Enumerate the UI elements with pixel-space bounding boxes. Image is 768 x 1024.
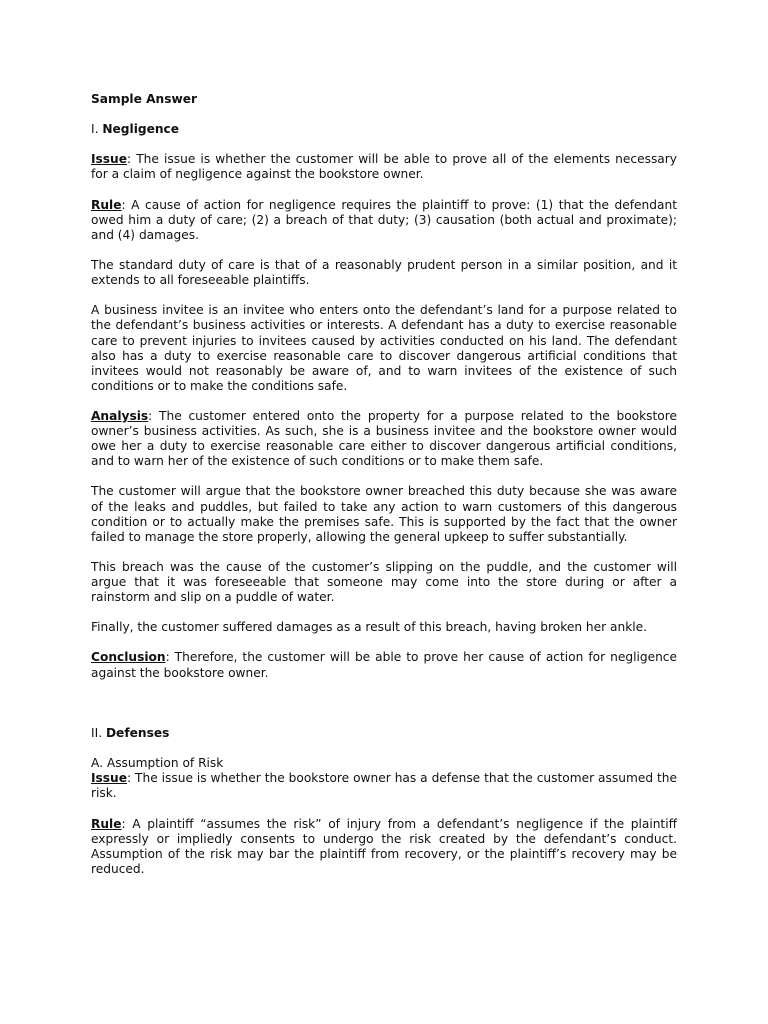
standard-duty-paragraph: The standard duty of care is that of a reasonably prudent person in a similar position, and it extends to all foreseeable plaintiffs. — [91, 258, 677, 288]
section-heading-defenses — [91, 726, 677, 741]
rule-label: Rule — [91, 816, 122, 831]
document-title — [91, 92, 677, 107]
negligence-issue-paragraph — [91, 152, 677, 182]
analysis-text: : The customer entered onto the property for a purpose related to the bookstore owner’s business activities. As such, she is a business invitee and the bookstore owner would owe her a duty to exercise reasonable care either to discover dangerous artificial conditions, and to warn her of the existence of such conditions or to make them safe. — [91, 408, 677, 469]
causation-paragraph: This breach was the cause of the customer’s slipping on the puddle, and the customer will argue that it was foreseeable that someone may come into the store during or after a rainstorm and slip on a puddle of water. — [91, 559, 677, 605]
negligence-analysis-paragraph — [91, 409, 677, 469]
negligence-conclusion-paragraph — [91, 650, 677, 680]
section-numeral: II. — [91, 725, 106, 740]
document-title-text: Sample Answer — [91, 92, 198, 106]
document-page — [91, 92, 677, 892]
subheading-assumption-of-risk: A. Assumption of Risk — [91, 756, 224, 771]
business-invitee-paragraph: A business invitee is an invitee who enters onto the defendant’s land for a purpose related to the defendant’s business activities or interests. A defendant has a duty to exercise reasonable care to prevent injuries to invitees caused by activities conducted on his land. The defendant also has a duty to exercise reasonable care to discover dangerous artificial conditions that invitees would not reasonably be aware of, and to warn invitees of the existence of such conditions or to make the conditions safe. — [91, 303, 677, 393]
issue-label: Issue — [91, 152, 127, 167]
section-heading-text: Negligence — [102, 122, 180, 137]
defense-rule-paragraph — [91, 817, 677, 877]
section-spacer — [91, 696, 677, 726]
rule-text: : A plaintiff “assumes the risk” of injury from a defendant’s negligence if the plaintiff expressly or impliedly consents to undergo the risk created by the defendant’s conduct. Assumption of the risk may bar the plaintiff from recovery, or the plaintiff’s recovery may be reduced. — [91, 816, 677, 876]
issue-text: : The issue is whether the customer will be able to prove all of the elements necessary for a claim of negligence against the bookstore owner. — [91, 152, 677, 182]
rule-text: : A cause of action for negligence requires the plaintiff to prove: (1) that the defendant owed him a duty of care; (2) a breach of that duty; (3) causation (both actual and proximate); and (4) damages. — [91, 197, 677, 242]
section-numeral: I. — [91, 122, 103, 137]
negligence-rule-paragraph — [91, 198, 677, 243]
damages-paragraph: Finally, the customer suffered damages as a result of this breach, having broken her ankle. — [91, 620, 648, 635]
conclusion-label: Conclusion — [91, 650, 166, 665]
issue-text: : The issue is whether the bookstore owner has a defense that the customer assumed the risk. — [91, 771, 677, 801]
analysis-label: Analysis — [91, 408, 149, 423]
rule-label: Rule — [91, 197, 122, 212]
section-heading-negligence — [91, 122, 677, 137]
breach-argument-paragraph: The customer will argue that the bookstore owner breached this duty because she was aware of the leaks and puddles, but failed to take any action to warn customers of this dangerous condition or to actually make the premises safe. This is supported by the fact that the owner failed to manage the store properly, allowing the general upkeep to suffer substantially. — [91, 484, 677, 544]
defense-issue-paragraph — [91, 771, 677, 801]
issue-label: Issue — [91, 771, 127, 786]
conclusion-text: : Therefore, the customer will be able to prove her cause of action for negligence against the bookstore owner. — [91, 650, 677, 680]
section-heading-text: Defenses — [105, 725, 170, 740]
